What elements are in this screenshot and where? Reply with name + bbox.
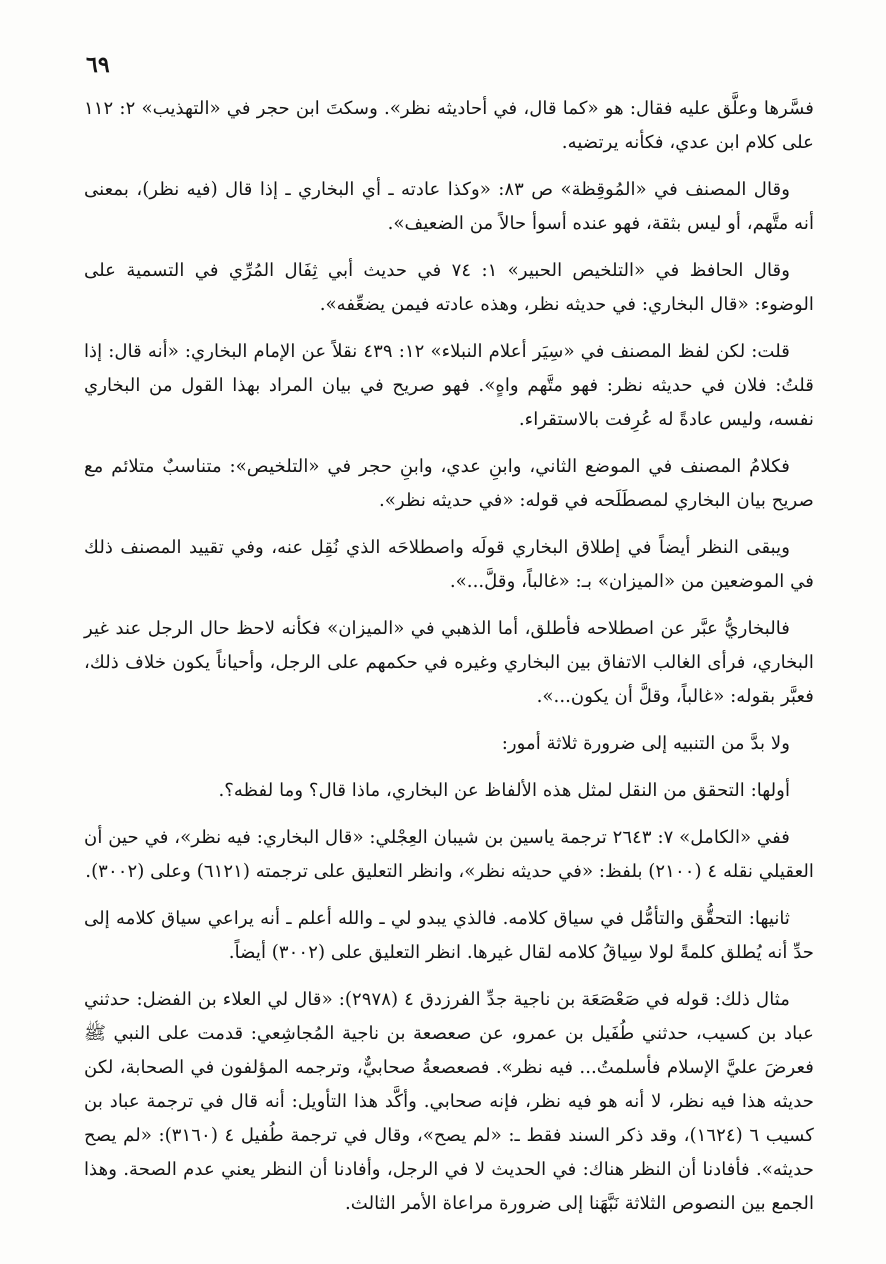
paragraph-9: أولها: التحقق من النقل لمثل هذه الألفاظ عن البخاري، ماذا قال؟ وما لفظه؟. [218,780,790,801]
paragraph-5: فكلامُ المصنف في الموضع الثاني، وابنِ عدي، وابنِ حجر في «التلخيص»: متناسبٌ متلائم مع صريح بيان البخاري لمصطَلَحه في قوله: «في حديثه نظر». [84,456,814,511]
paragraph-2: وقال المصنف في «المُوقِظة» ص ٨٣: «وكذا عادته ـ أي البخاري ـ إذا قال (فيه نظر)، بمعنى أنه متَّهم، أو ليس بثقة، فهو عنده أسوأ حالاً من الضعيف». [84,179,814,234]
paragraph-6: ويبقى النظر أيضاً في إطلاق البخاري قولَه واصطلاحَه الذي نُقِل عنه، وفي تقييد المصنف ذلك في الموضعين من «الميزان» بـ: «غالباً، وقلَّ...». [84,537,814,592]
paragraph-3: وقال الحافظ في «التلخيص الحبير» ١: ٧٤ في حديث أبي ثِفَال المُرِّي في التسمية على الوضوء: «قال البخاري: في حديثه نظر، وهذه عادته فيمن يضعِّفه». [84,260,814,315]
page-number: ٦٩ [86,52,110,78]
paragraph-10: ففي «الكامل» ٧: ٢٦٤٣ ترجمة ياسين بن شيبان العِجْلي: «قال البخاري: فيه نظر»، في حين أن العقيلي نقله ٤ (٢١٠٠) بلفظ: «في حديثه نظر»، وانظر التعليق على ترجمته (٦١٢١) وعلى (٣٠٠٢). [84,827,814,882]
paragraph-12: مثال ذلك: قوله في صَعْصَعَة بن ناجية جدِّ الفرزدق ٤ (٢٩٧٨): «قال لي العلاء بن الفضل: حدثني عباد بن كسيب، حدثني طُفَيل بن عمرو، عن صعصعة بن ناجية المُجاشِعي: قدمت على النبي ﷺ فعرضَ عليَّ الإسلام فأسلمتُ... فيه نظر». فصعصعةُ صحابيٌّ، وترجمه المؤلفون في الصحابة، لكن حديثه هذا فيه نظر، لا أنه هو فيه نظر، فإنه صحابي. وأكَّد هذا التأويل: أنه قال في ترجمة عباد بن كسيب ٦ (١٦٢٤)، وقد ذكر السند فقط ـ: «لم يصح»، وقال في ترجمة طُفيل ٤ (٣١٦٠): «لم يصح حديثه». فأفادنا أن النظر هناك: في الحديث لا في الرجل، وأفادنا أن النظر يعني عدم الصحة. وهذا الجمع بين النصوص الثلاثة نَبَّهَنا إلى ضرورة مراعاة الأمر الثالث. [84,989,814,1214]
paragraph-4: قلت: لكن لفظ المصنف في «سِيَر أعلام النبلاء» ١٢: ٤٣٩ نقلاً عن الإمام البخاري: «أنه قال: إذا قلتُ: فلان في حديثه نظر: فهو متَّهم واهٍ». فهو صريح في بيان المراد بهذا القول من البخاري نفسه، وليس عادةً له عُرِفت بالاستقراء. [84,341,814,430]
paragraph-1: فسَّرها وعلَّق عليه فقال: هو «كما قال، في أحاديثه نظر». وسكتَ ابن حجر في «التهذيب» ٢: ١١٢ على كلام ابن عدي، فكأنه يرتضيه. [84,98,814,153]
paragraph-7: فالبخاريُّ عبَّر عن اصطلاحه فأطلق، أما الذهبي في «الميزان» فكأنه لاحظ حال الرجل عند غير البخاري، فرأى الغالب الاتفاق بين البخاري وغيره في حكمهم على الرجل، وأحياناً يكون خلاف ذلك، فعبَّر بقوله: «غالباً، وقلَّ أن يكون...». [84,618,814,707]
paragraph-11: ثانيها: التحقُّق والتأمُّل في سياق كلامه. فالذي يبدو لي ـ والله أعلم ـ أنه يراعي سياق كلامه إلى حدِّ أنه يُطلق كلمةً لولا سِياقُ كلامه لقال غيرها. انظر التعليق على (٣٠٠٢) أيضاً. [84,908,814,963]
paragraph-8: ولا بدَّ من التنبيه إلى ضرورة ثلاثة أمور: [501,733,790,754]
page-body [84,92,814,1234]
